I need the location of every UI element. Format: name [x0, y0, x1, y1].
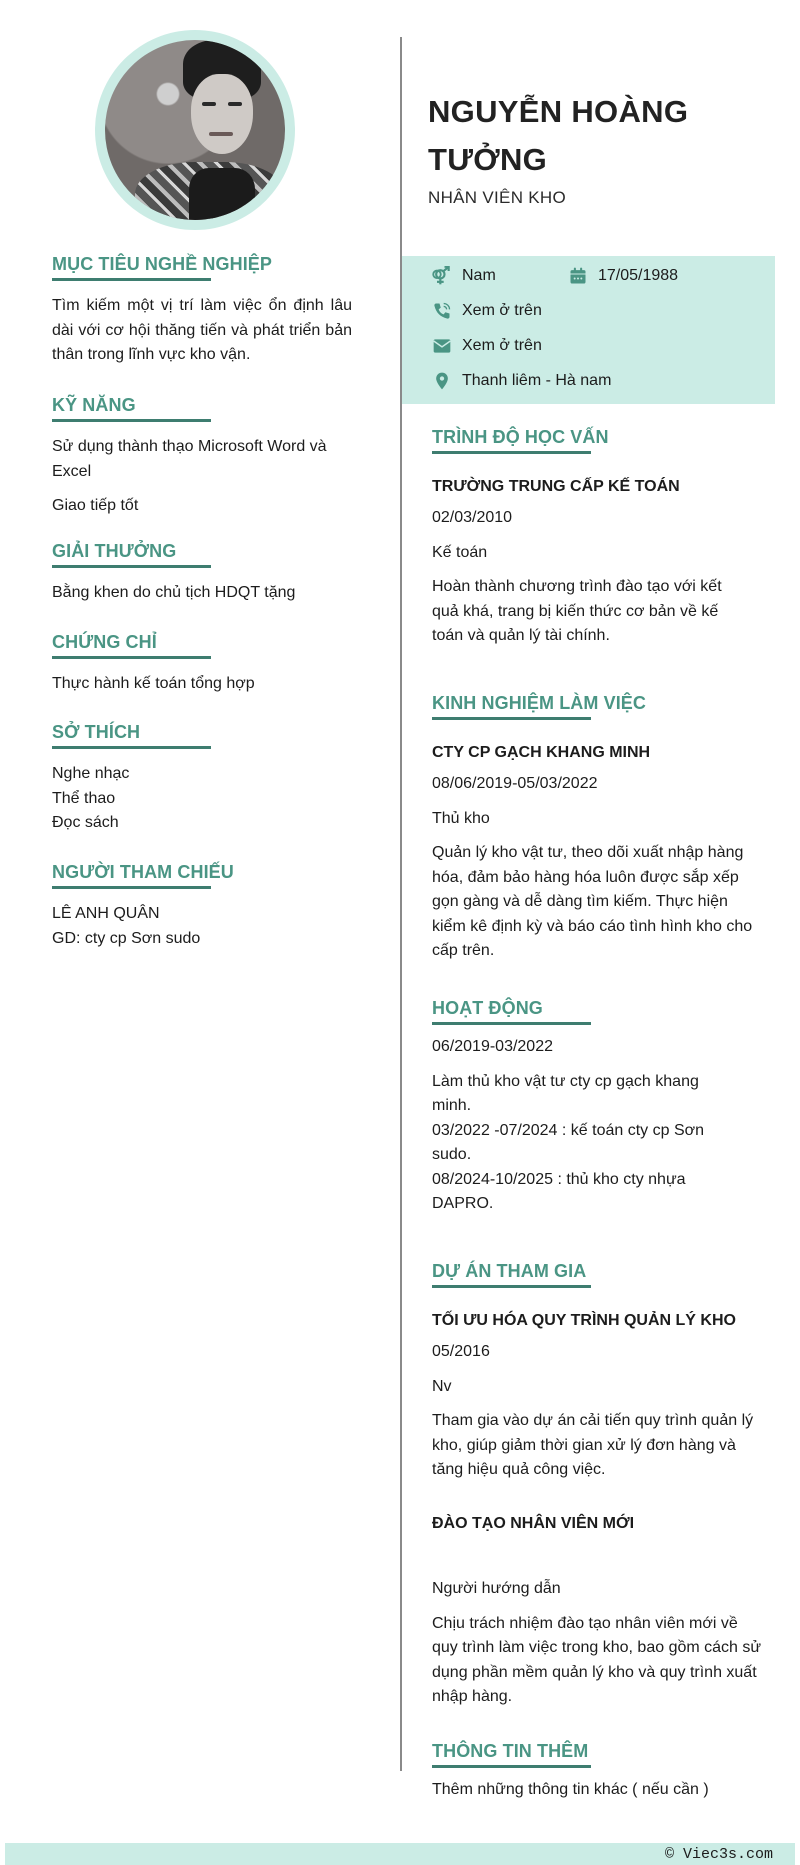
- section-underline: [432, 1765, 591, 1768]
- section-underline: [52, 886, 211, 889]
- objective-text: Tìm kiếm một vị trí làm việc ổn định lâu dài với cơ hội thăng tiến và phát triển bản thân trong lĩnh vực kho vận.: [52, 297, 352, 363]
- section-awards: [52, 541, 352, 606]
- section-underline: [52, 746, 211, 749]
- contact-phone: [432, 301, 542, 321]
- education-date: 02/03/2010: [432, 509, 513, 526]
- footer-bar: [5, 1843, 795, 1865]
- calendar-icon: [568, 266, 588, 286]
- section-hobbies: [52, 722, 352, 836]
- section-projects: [432, 1261, 762, 1710]
- address-value: Thanh liêm - Hà nam: [462, 372, 612, 389]
- section-title: KỸ NĂNG: [52, 395, 136, 415]
- skill-item: Giao tiếp tốt: [52, 497, 139, 514]
- section-experience: [432, 693, 762, 964]
- section-title: SỞ THÍCH: [52, 722, 141, 742]
- section-underline: [432, 451, 591, 454]
- project-role: Người hướng dẫn: [432, 1580, 561, 1597]
- reference-name: LÊ ANH QUÂN: [52, 905, 160, 922]
- gender-value: Nam: [462, 267, 496, 284]
- section-education: [432, 427, 762, 649]
- project-name: TỐI ƯU HÓA QUY TRÌNH QUẢN LÝ KHO: [432, 1312, 736, 1329]
- section-title: THÔNG TIN THÊM: [432, 1741, 589, 1761]
- hobby-item: Nghe nhạc: [52, 765, 130, 782]
- section-references: [52, 862, 352, 951]
- contact-email: [432, 336, 542, 356]
- section-title: MỤC TIÊU NGHỀ NGHIỆP: [52, 254, 273, 274]
- section-underline: [432, 717, 591, 720]
- phone-icon: [432, 301, 452, 321]
- birthdate-value: 17/05/1988: [598, 267, 679, 284]
- school-name: TRƯỜNG TRUNG CẤP KẾ TOÁN: [432, 478, 680, 495]
- project-date: [432, 1543, 762, 1568]
- project-name: ĐÀO TẠO NHÂN VIÊN MỚI: [432, 1514, 635, 1532]
- section-title: CHỨNG CHỈ: [52, 632, 157, 652]
- project-description: Tham gia vào dự án cải tiến quy trình quản lý kho, giúp giảm thời gian xử lý đơn hàng và tăng hiệu quả công việc.: [432, 1412, 754, 1478]
- avatar: [105, 40, 285, 220]
- experience-date: 08/06/2019-05/03/2022: [432, 775, 598, 792]
- section-underline: [432, 1285, 591, 1288]
- company-name: CTY CP GẠCH KHANG MINH: [432, 744, 651, 761]
- section-underline: [432, 1022, 591, 1025]
- hobby-item: Thể thao: [52, 789, 116, 807]
- activity-line: 08/2024-10/2025 : thủ kho cty nhựa DAPRO.: [432, 1170, 686, 1212]
- hobby-item: Đọc sách: [52, 814, 119, 831]
- section-title: HOẠT ĐỘNG: [432, 998, 543, 1018]
- contact-gender: [432, 266, 496, 286]
- contact-address: [432, 371, 611, 391]
- section-skills: [52, 395, 352, 519]
- section-title: DỰ ÁN THAM GIA: [432, 1261, 587, 1281]
- section-underline: [52, 565, 211, 568]
- experience-description: Quản lý kho vật tư, theo dõi xuất nhập hàng hóa, đảm bảo hàng hóa luôn được sắp xếp gọn gàng và dễ dàng tìm kiếm. Thực hiện kiểm kê định kỳ và báo cáo tình hình kho cho cấp trên.: [432, 844, 753, 959]
- section-underline: [52, 419, 211, 422]
- footer-credit: © Viec3s.com: [664, 1846, 773, 1863]
- section-activities: [432, 998, 762, 1217]
- section-title: GIẢI THƯỞNG: [52, 541, 177, 561]
- education-major: Kế toán: [432, 543, 488, 561]
- activity-line: 03/2022 -07/2024 : kế toán cty cp Sơn sudo.: [432, 1121, 705, 1163]
- contact-panel: [402, 256, 775, 404]
- education-description: Hoàn thành chương trình đào tạo với kết quả khá, trang bị kiến thức cơ bản về kế toán và quản lý tài chính.: [432, 578, 722, 644]
- project-description: Chịu trách nhiệm đào tạo nhân viên mới về quy trình làm việc trong kho, bao gồm cách sử dụng phần mềm quản lý kho và quy trình xuất nhập hàng.: [432, 1614, 762, 1705]
- email-value: Xem ở trên: [462, 337, 542, 354]
- phone-value: Xem ở trên: [462, 302, 542, 319]
- project-date: 05/2016: [432, 1343, 490, 1360]
- activity-line: Làm thủ kho vật tư cty cp gạch khang minh.: [432, 1072, 699, 1114]
- experience-position: Thủ kho: [432, 809, 490, 827]
- reference-position: GD: cty cp Sơn sudo: [52, 929, 201, 947]
- section-title: NGƯỜI THAM CHIẾU: [52, 862, 234, 882]
- map-pin-icon: [432, 371, 452, 391]
- job-title: NHÂN VIÊN KHO: [428, 188, 567, 207]
- envelope-icon: [432, 336, 452, 356]
- section-underline: [52, 656, 211, 659]
- additional-text: Thêm những thông tin khác ( nếu cần ): [432, 1781, 709, 1798]
- skill-item: Sử dụng thành thạo Microsoft Word và Excel: [52, 438, 327, 480]
- candidate-name: NGUYỄN HOÀNG TƯỞNG: [428, 94, 689, 177]
- section-additional: [432, 1741, 762, 1803]
- award-item: Bằng khen do chủ tịch HDQT tặng: [52, 584, 296, 601]
- certificate-item: Thực hành kế toán tổng hợp: [52, 675, 255, 692]
- section-objective: [52, 254, 352, 368]
- activities-date: 06/2019-03/2022: [432, 1038, 553, 1055]
- gender-icon: [432, 266, 452, 286]
- activities-list: [432, 1070, 742, 1217]
- section-underline: [52, 278, 211, 281]
- section-title: KINH NGHIỆM LÀM VIỆC: [432, 693, 647, 713]
- section-certificates: [52, 632, 352, 697]
- section-title: TRÌNH ĐỘ HỌC VẤN: [432, 427, 609, 447]
- project-role: Nv: [432, 1377, 452, 1395]
- contact-birthdate: [568, 266, 678, 286]
